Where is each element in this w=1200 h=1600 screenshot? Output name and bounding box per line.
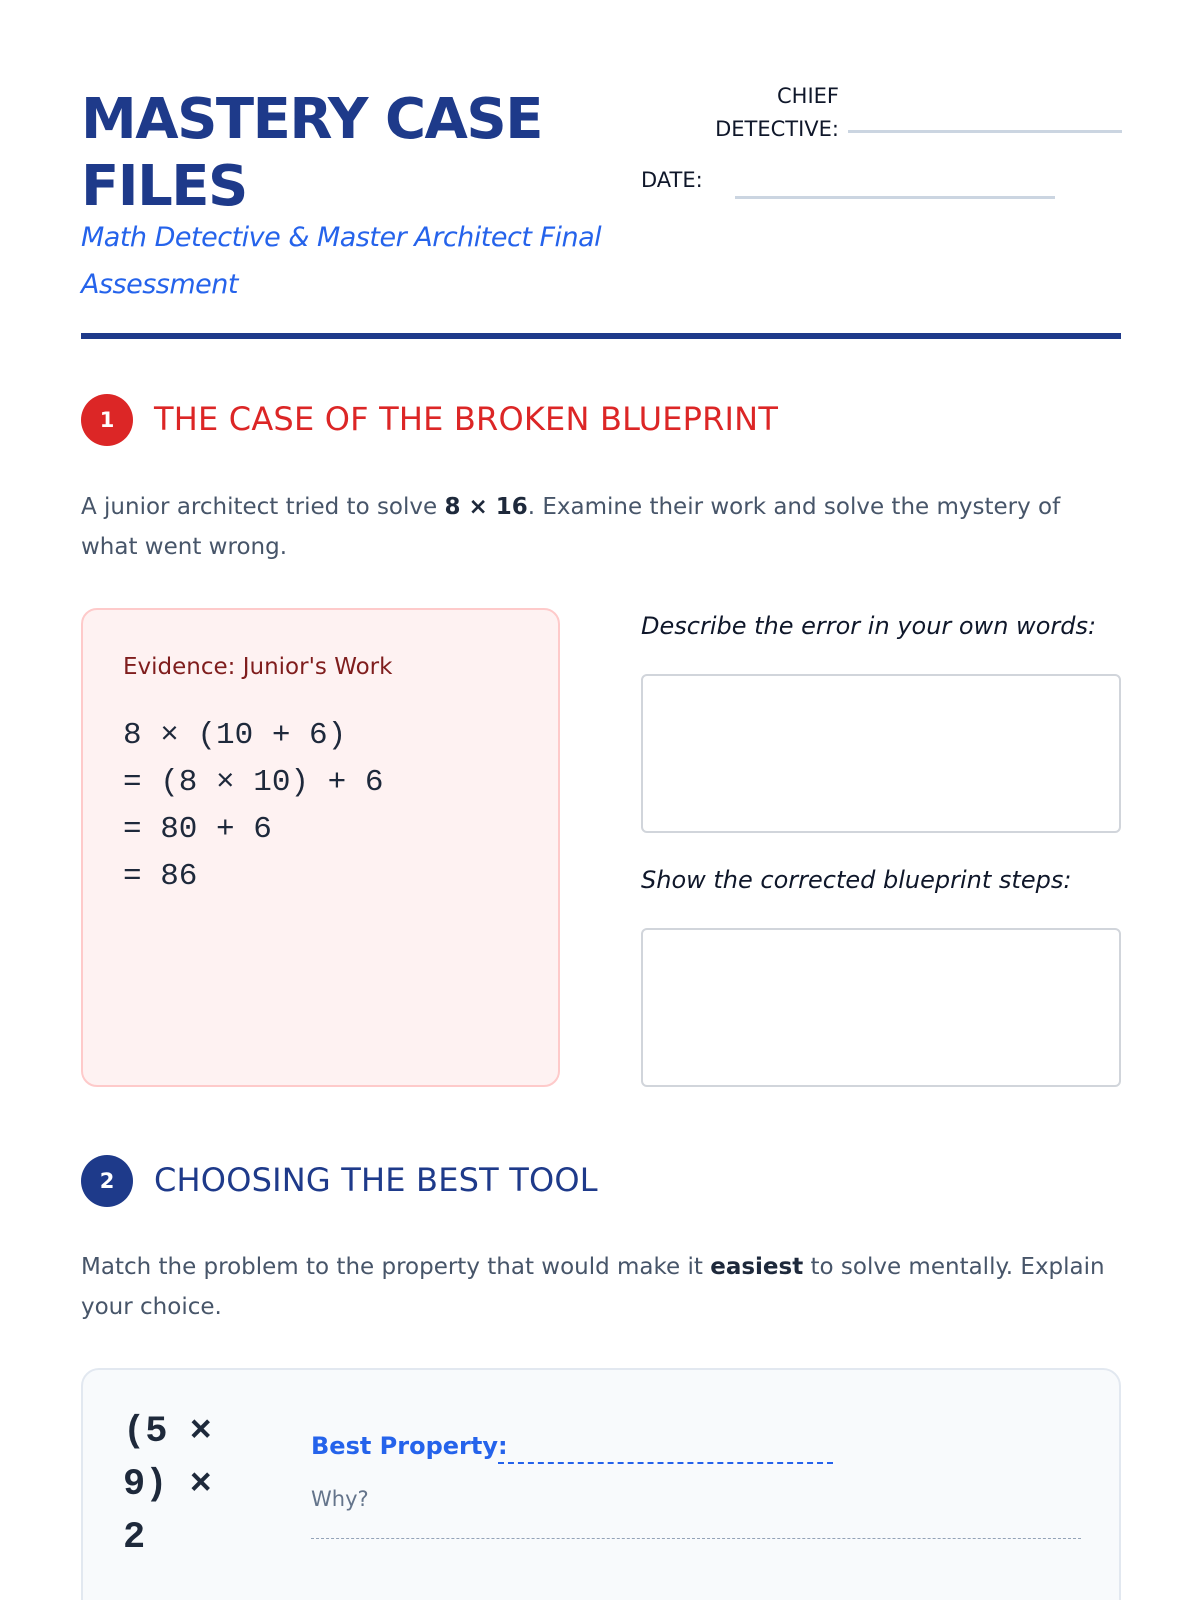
intro-text: A junior architect tried to solve <box>81 494 445 520</box>
worksheet-header <box>81 80 1120 340</box>
intro-problem: 8 × 16 <box>444 494 528 520</box>
error-answer-box[interactable] <box>641 674 1121 833</box>
section-1-title: THE CASE OF THE BROKEN BLUEPRINT <box>154 400 779 438</box>
date-field[interactable] <box>735 196 1055 199</box>
chief-detective-field[interactable] <box>848 130 1122 133</box>
best-property-field[interactable] <box>498 1462 833 1464</box>
steps-answer-box[interactable] <box>641 928 1121 1087</box>
problem-card <box>81 1368 1121 1600</box>
intro-text-end: to solve mentally. Explain your choice. <box>81 1254 1105 1320</box>
work-line: 8 × (10 + 6) <box>123 718 347 753</box>
error-prompt: Describe the error in your own words: <box>641 612 1097 640</box>
work-line: = (8 × 10) + 6 <box>123 765 384 800</box>
steps-prompt: Show the corrected blueprint steps: <box>641 866 1072 894</box>
section-2-title: CHOOSING THE BEST TOOL <box>154 1161 598 1199</box>
intro-emphasis: easiest <box>710 1254 804 1280</box>
section-2-intro <box>81 1247 1121 1327</box>
intro-text: Match the problem to the property that would make it <box>81 1254 711 1280</box>
section-1-badge: 1 <box>81 394 133 446</box>
problem-expression: (5 × 9) × 2 <box>123 1411 212 1559</box>
evidence-box <box>81 608 560 1087</box>
page-title: MASTERY CASE FILES <box>81 87 542 219</box>
section-1-intro <box>81 487 1121 567</box>
chief-detective-label: CHIEF DETECTIVE: <box>715 84 839 141</box>
why-answer-field[interactable] <box>311 1538 1081 1539</box>
why-label: Why? <box>311 1487 369 1511</box>
page-subtitle: Math Detective & Master Architect Final Assessment <box>81 222 602 300</box>
work-line: = 80 + 6 <box>123 812 272 847</box>
intro-text-end: . Examine their work and solve the mystery of what went wrong. <box>81 494 1061 560</box>
section-2-badge: 2 <box>81 1155 133 1207</box>
best-property-label: Best Property: <box>311 1432 508 1460</box>
work-line: = 86 <box>123 859 198 894</box>
date-label: DATE: <box>641 168 703 192</box>
header-divider <box>81 333 1121 339</box>
evidence-title: Evidence: Junior's Work <box>123 654 393 680</box>
